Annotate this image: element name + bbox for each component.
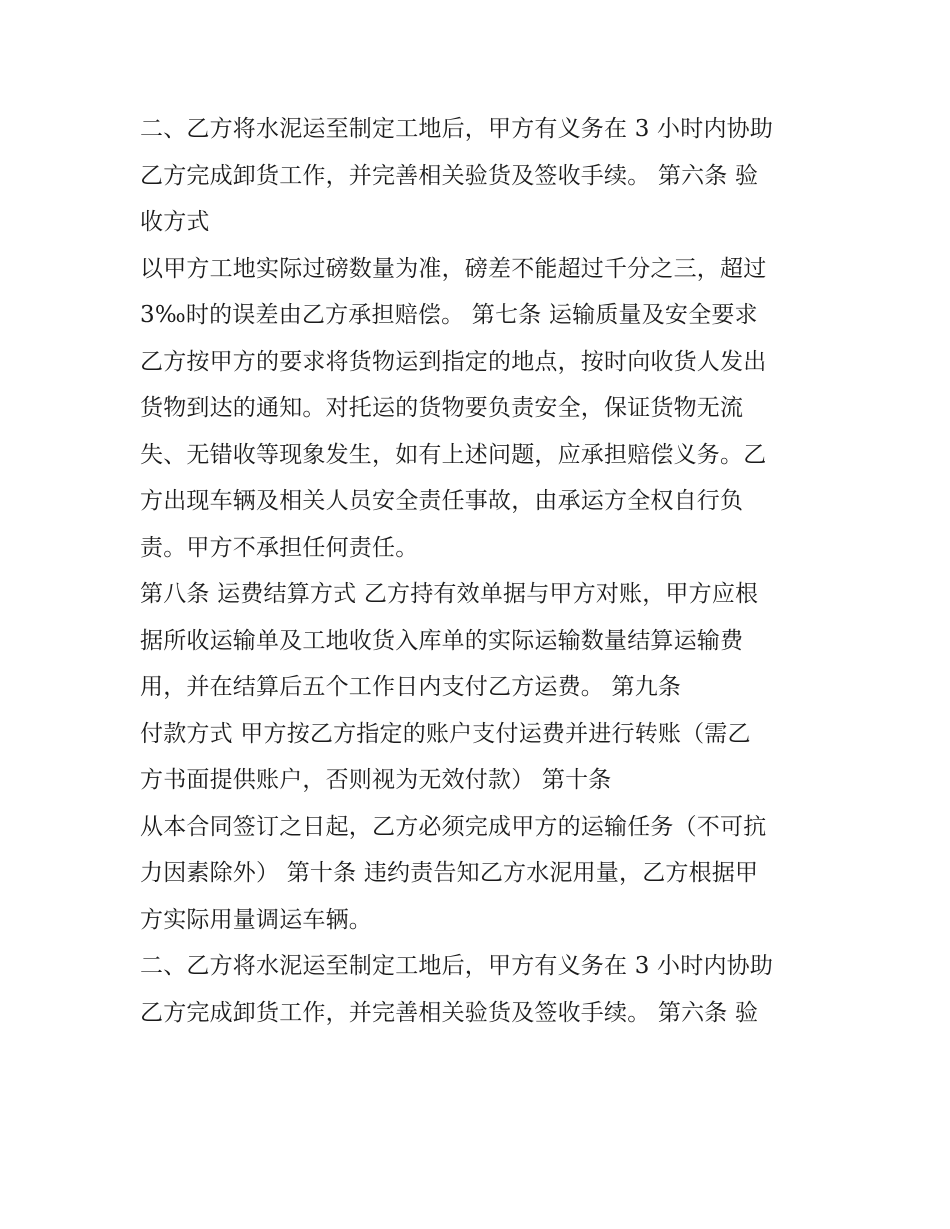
text-line: 乙方按甲方的要求将货物运到指定的地点，按时向收货人发出 [140, 348, 767, 375]
text-line: 力因素除外） 第十条 违约责告知乙方水泥用量，乙方根据甲 [140, 860, 759, 886]
text-line: 责。甲方不承担任何责任。 [140, 534, 419, 561]
text-line: 方实际用量调运车辆。 [140, 906, 372, 933]
text-line: 从本合同签订之日起，乙方必须完成甲方的运输任务（不可抗 [140, 813, 767, 840]
text-line: 第八条 运费结算方式 乙方持有效单据与甲方对账，甲方应根 [140, 581, 759, 607]
text-line: 二、乙方将水泥运至制定工地后，甲方有义务在 3 小时内协助 [140, 953, 774, 979]
text-line: 二、乙方将水泥运至制定工地后，甲方有义务在 3 小时内协助 [140, 116, 774, 142]
text-line: 乙方完成卸货工作，并完善相关验货及签收手续。 第六条 验 [140, 162, 759, 189]
text-line: 3‰时的误差由乙方承担赔偿。 第七条 运输质量及安全要求 [140, 302, 758, 328]
text-line: 方书面提供账户，否则视为无效付款） 第十条 [140, 767, 612, 793]
text-line: 收方式 [140, 209, 210, 235]
text-line: 货物到达的通知。对托运的货物要负责安全，保证货物无流 [140, 395, 744, 421]
text-line: 失、无错收等现象发生，如有上述问题，应承担赔偿义务。乙 [140, 441, 767, 468]
text-line: 用，并在结算后五个工作日内支付乙方运费。 第九条 [140, 674, 682, 700]
text-line: 付款方式 甲方按乙方指定的账户支付运费并进行转账（需乙 [140, 720, 751, 747]
text-line: 以甲方工地实际过磅数量为准，磅差不能超过千分之三，超过 [140, 255, 767, 282]
contract-text [140, 106, 840, 1036]
text-line: 据所收运输单及工地收货入库单的实际运输数量结算运输费 [140, 627, 744, 654]
text-line: 乙方完成卸货工作，并完善相关验货及签收手续。 第六条 验 [140, 999, 759, 1026]
text-line: 方出现车辆及相关人员安全责任事故，由承运方全权自行负 [140, 488, 744, 514]
